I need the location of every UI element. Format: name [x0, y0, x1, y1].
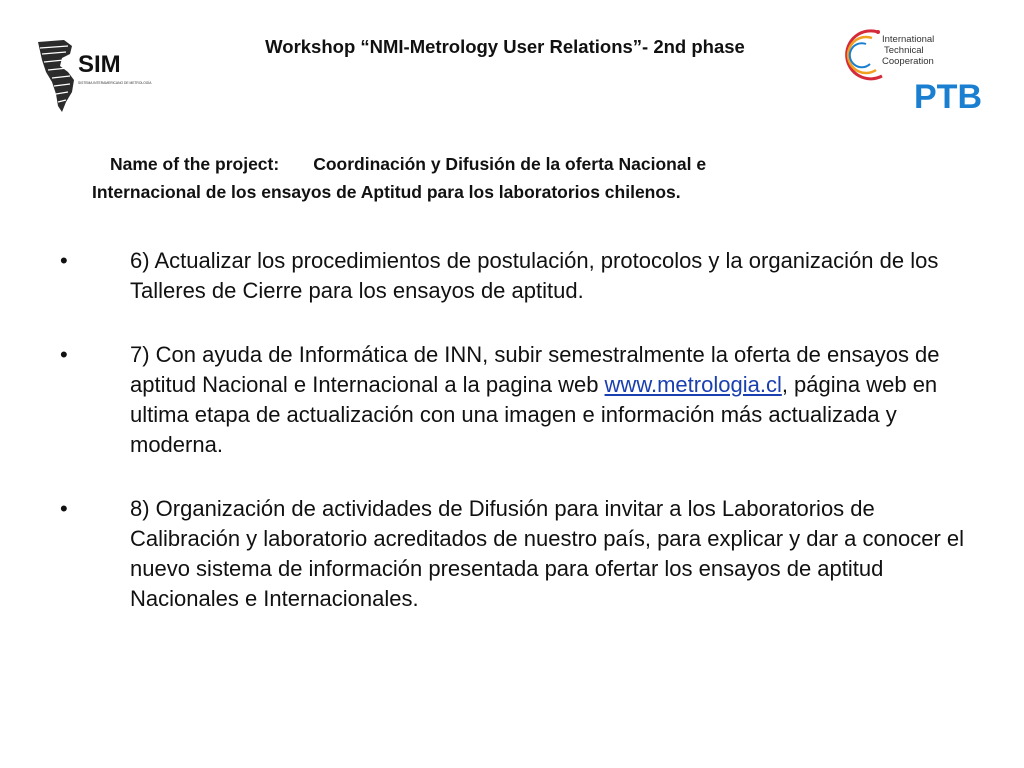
list-item: [60, 494, 980, 614]
sim-logo-letters: SIM: [78, 51, 121, 78]
project-label: Name of the project:: [110, 154, 280, 174]
bullet-item-7-text-before: 7) Con ayuda de Informática de INN, subir semestralmente la oferta de ensayos de aptitud Nacional e Internacional a la pagina web: [130, 342, 940, 397]
metrologia-link[interactable]: www.metrologia.cl: [604, 372, 782, 397]
list-item: [60, 340, 980, 460]
bullet-marker: •: [60, 342, 68, 367]
americas-map-graphic: [38, 40, 74, 112]
bullet-item-8-text: 8) Organización de actividades de Difusión para invitar a los Laboratorios de Calibración y laboratorio acreditados de nuestro país, para explicar y dar a conocer el nuevo sistema de información presentada para ofertar los ensayos de aptitud Nacionales e Internacionales.: [130, 496, 965, 611]
slide-title: Workshop “NMI-Metrology User Relations”- 2nd phase: [265, 36, 745, 57]
sim-logo: [34, 36, 152, 116]
list-item: [60, 246, 980, 306]
ptb-brand: PTB: [914, 78, 982, 116]
itc-ring-icon: [847, 30, 882, 79]
sim-logo-subtext: SISTEMA INTERAMERICANO DE METROLOGÍA: [78, 81, 152, 85]
project-name-line-2: Internacional de los ensayos de Aptitud para los laboratorios chilenos.: [92, 182, 681, 202]
project-block: [92, 150, 932, 206]
itc-line-2: Technical: [884, 45, 924, 56]
itc-line-3: Cooperation: [882, 56, 934, 67]
ptb-logo: [852, 24, 982, 114]
bullet-marker: •: [60, 248, 68, 273]
itc-line-1: International: [882, 34, 935, 45]
bullet-item-7-text-after: , página web en ultima etapa de actualización con una imagen e información más actualizada y moderna.: [130, 372, 938, 457]
project-name-line-1: Coordinación y Difusión de la oferta Nacional e: [313, 154, 707, 174]
bullet-item-6-text: 6) Actualizar los procedimientos de postulación, protocolos y la organización de los Talleres de Cierre para los ensayos de aptitud.: [130, 248, 939, 303]
bullet-marker: •: [60, 496, 68, 521]
bullet-list: [60, 246, 980, 648]
